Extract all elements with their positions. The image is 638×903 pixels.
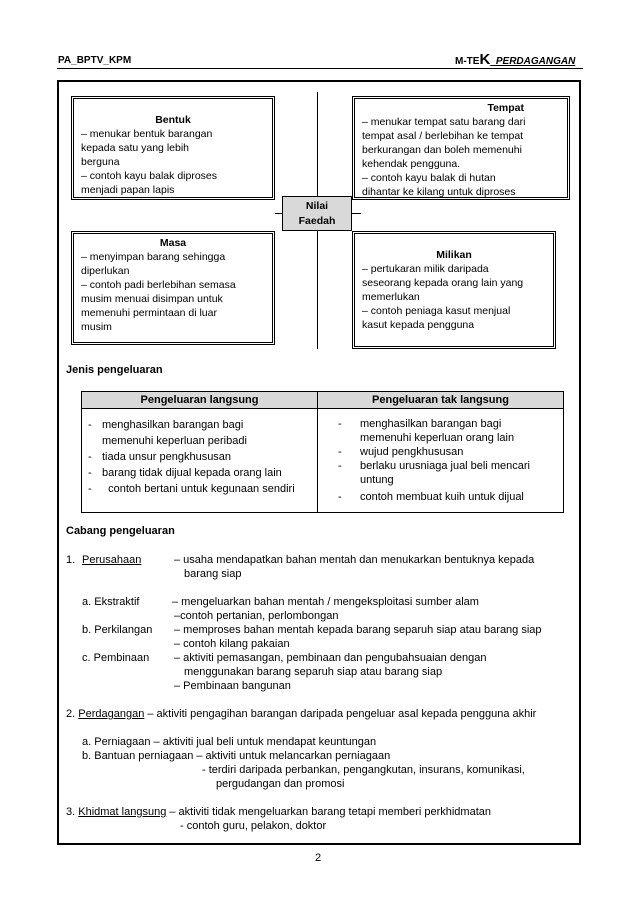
header-right-suffix: _PERDAGANGAN: [490, 56, 576, 67]
nilai-faedah-center: [282, 196, 352, 231]
list-item: [88, 465, 311, 481]
bullet: -: [88, 419, 92, 431]
bentuk-line: – contoh kayu balak diproses: [81, 170, 218, 182]
s2b-desc: - terdiri daripada perbankan, pengangkutan, insurans, komunikasi,: [202, 764, 525, 776]
s2b: b. Bantuan perniagaan – aktiviti untuk melancarkan perniagaan: [82, 750, 391, 762]
connector-left: [275, 213, 282, 214]
bullet: -: [338, 446, 342, 458]
bullet: -: [88, 467, 92, 479]
item-text: barang tidak dijual kepada orang lain: [102, 467, 282, 479]
bullet: -: [88, 483, 92, 495]
s2a: a. Perniagaan – aktiviti jual beli untuk mendapat keuntungan: [82, 736, 377, 748]
item-text: berlaku urusniaga jual beli mencari: [360, 460, 530, 472]
s2-desc: – aktiviti pengagihan barangan daripada pengeluar asal kepada pengguna akhir: [144, 708, 537, 720]
header-right-prefix: M-TE: [455, 56, 480, 67]
bentuk-title: Bentuk: [155, 114, 191, 126]
milikan-line: – pertukaran milik daripada: [362, 263, 489, 275]
bullet: -: [88, 451, 92, 463]
header-right-big: K: [479, 51, 491, 68]
bullet: [338, 473, 360, 487]
item-b-desc: – memproses bahan mentah kepada barang separuh siap atau barang siap: [174, 624, 542, 636]
list-item: [88, 433, 311, 449]
tempat-title: Tempat: [487, 102, 524, 114]
item-c-desc: – Pembinaan bangunan: [174, 680, 291, 692]
s1-num: 1.: [66, 554, 76, 566]
list-item: [88, 417, 311, 433]
s3-num: 3.: [66, 806, 76, 818]
masa-title: Masa: [159, 237, 187, 249]
item-text: memenuhi keperluan orang lain: [360, 432, 515, 444]
connector-bottom: [317, 231, 318, 349]
tempat-line: – contoh kayu balak di hutan: [362, 172, 496, 184]
item-c-label: c. Pembinaan: [82, 652, 150, 664]
milikan-line: seseorang kepada orang lain yang: [362, 277, 524, 289]
tempat-line: tempat asal / berlebihan ke tempat: [362, 130, 524, 142]
list-item: [338, 417, 557, 431]
jenis-table: [81, 391, 564, 513]
masa-line: musim menuai disimpan untuk: [81, 293, 223, 305]
tempat-line: kehendak pengguna.: [362, 158, 461, 170]
item-text: untung: [360, 474, 394, 486]
connector-right: [352, 213, 361, 214]
tempat-line: dihantar ke kilang untuk diproses: [362, 186, 516, 198]
bullet: -: [338, 491, 342, 503]
item-b-label: b. Perkilangan: [82, 624, 153, 636]
box-masa: [71, 231, 275, 345]
masa-line: – contoh padi berlebihan semasa: [81, 279, 236, 291]
list-item: [338, 431, 557, 445]
header-left: PA_BPTV_KPM: [58, 55, 132, 66]
bullet: -: [338, 418, 342, 430]
s3-desc2: - contoh guru, pelakon, doktor: [180, 820, 327, 832]
milikan-line: memerlukan: [362, 291, 420, 303]
s3-title: Khidmat langsung: [78, 806, 167, 818]
list-item: [338, 459, 557, 473]
s1-title: Perusahaan: [82, 554, 142, 566]
s3-line: [66, 805, 491, 819]
list-item: [338, 473, 557, 487]
col2-header: Pengeluaran tak langsung: [318, 392, 564, 409]
header-right: [455, 51, 575, 68]
connector-top: [317, 92, 318, 196]
jenis-heading: Jenis pengeluaran: [66, 364, 163, 376]
milikan-line: kasut kepada pengguna: [362, 319, 475, 331]
box-milikan: [352, 231, 556, 349]
item-text: menghasilkan barangan bagi: [360, 418, 502, 430]
item-text: memenuhi keperluan peribadi: [102, 435, 247, 447]
item-a-label: a. Ekstraktif: [82, 596, 140, 608]
bullet: -: [338, 460, 342, 472]
center-line: Nilai: [305, 200, 329, 212]
bentuk-line: menjadi papan lapis: [81, 184, 175, 196]
col2-cell: [318, 409, 564, 513]
header-rule: [57, 68, 583, 69]
tempat-line: berkurangan dan boleh memenuhi: [362, 144, 522, 156]
s2-num: 2.: [66, 708, 76, 720]
bullet: [88, 433, 102, 449]
box-bentuk: [71, 96, 275, 200]
list-item: [338, 490, 557, 504]
item-text: contoh membuat kuih untuk dijual: [360, 491, 524, 503]
masa-line: memenuhi permintaan di luar: [81, 307, 217, 319]
item-text: tiada unsur pengkhususan: [102, 451, 232, 463]
s1-desc: barang siap: [184, 568, 242, 580]
item-text: contoh bertani untuk kegunaan sendiri: [102, 483, 295, 495]
center-line: Faedah: [298, 215, 336, 227]
bentuk-line: berguna: [81, 156, 120, 168]
masa-line: – menyimpan barang sehingga: [81, 251, 226, 263]
page-number: 2: [315, 852, 322, 864]
col1-cell: [82, 409, 318, 513]
bentuk-line: – menukar bentuk barangan: [81, 128, 213, 140]
bentuk-line: kepada satu yang lebih: [81, 142, 189, 154]
tempat-line: – menukar tempat satu barang dari: [362, 116, 526, 128]
col1-header: Pengeluaran langsung: [82, 392, 318, 409]
masa-line: diperlukan: [81, 265, 130, 277]
cabang-heading: Cabang pengeluaran: [66, 525, 175, 537]
item-a-desc: –contoh pertanian, perlombongan: [174, 610, 339, 622]
milikan-line: – contoh peniaga kasut menjual: [362, 305, 511, 317]
list-item: [338, 445, 557, 459]
item-c-desc: – aktiviti pemasangan, pembinaan dan pengubahsuaian dengan: [174, 652, 487, 664]
s1-desc: – usaha mendapatkan bahan mentah dan menukarkan bentuknya kepada: [174, 554, 535, 566]
list-item: [88, 481, 311, 497]
s2-line: [66, 707, 536, 721]
item-a-desc: – mengeluarkan bahan mentah / mengeksploitasi sumber alam: [172, 596, 479, 608]
item-text: menghasilkan barangan bagi: [102, 419, 244, 431]
box-tempat: [352, 96, 570, 200]
item-b-desc: – contoh kilang pakaian: [174, 638, 290, 650]
bullet: [338, 431, 360, 445]
milikan-title: Milikan: [436, 249, 472, 261]
s2-title: Perdagangan: [78, 708, 145, 720]
masa-line: musim: [81, 321, 112, 333]
item-c-desc: menggunakan barang separuh siap atau barang siap: [184, 666, 443, 678]
item-text: wujud pengkhususan: [360, 446, 464, 458]
s3-desc: – aktiviti tidak mengeluarkan barang tetapi memberi perkhidmatan: [166, 806, 491, 818]
s2b-desc: pergudangan dan promosi: [216, 778, 345, 790]
list-item: [88, 449, 311, 465]
